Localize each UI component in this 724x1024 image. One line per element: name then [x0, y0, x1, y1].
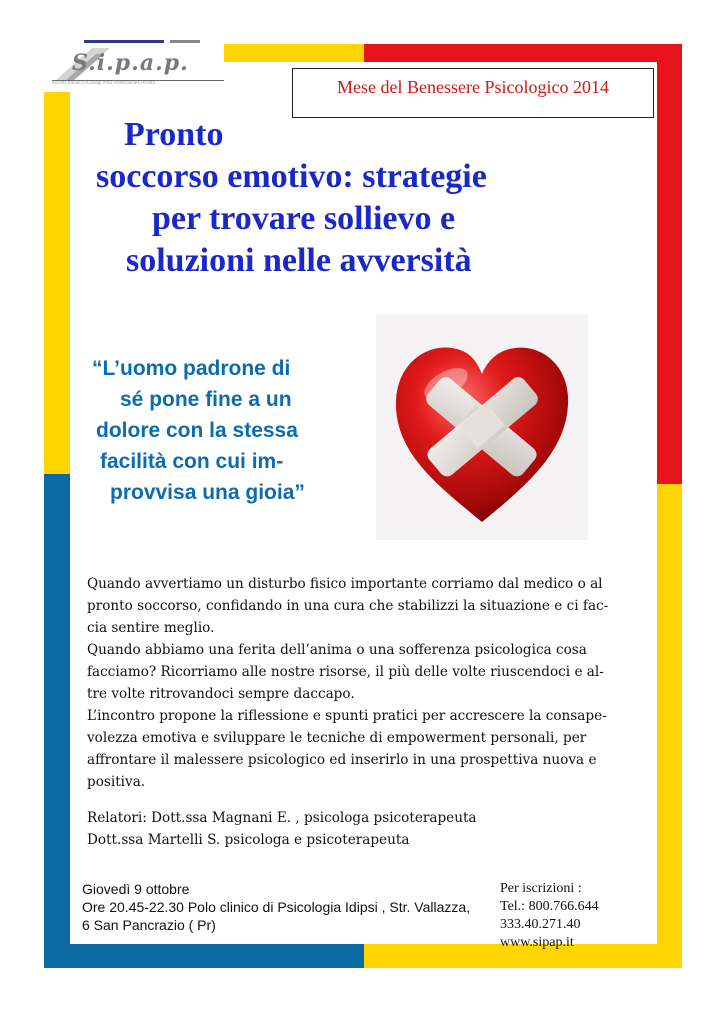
body-line: Quando avvertiamo un disturbo fisico importante corriamo dal medico o al: [87, 576, 603, 592]
top-red-bar: [364, 44, 682, 62]
left-yellow-bar: [44, 92, 70, 474]
quote-line: provvisa una gioia”: [110, 481, 305, 504]
website-link[interactable]: www.sipap.it: [500, 935, 574, 950]
right-yellow-bar: [657, 484, 682, 968]
logo-text: S.i.p.a.p.: [72, 50, 189, 76]
body-line: pronto soccorso, confidando in una cura che stabilizzi la situazione e ci fac-: [87, 598, 609, 614]
top-yellow-bar: [224, 44, 364, 62]
title-line: soccorso emotivo: strategie: [96, 158, 487, 195]
body-line: L’incontro propone la riflessione e spunti pratici per accrescere la consape-: [87, 708, 607, 724]
speaker-line: Dott.ssa Martelli S. psicologa e psicoterapeuta: [87, 832, 410, 848]
quote-line: facilità con cui im-: [100, 450, 284, 473]
mobile-number: 333.40.271.40: [500, 917, 581, 932]
bottom-blue-bar: [44, 944, 364, 968]
body-line: volezza emotiva e sviluppare le tecniche di empowerment personali, per: [87, 730, 587, 746]
event-time-location: Ore 20.45-22.30 Polo clinico di Psicologia Idipsi , Str. Vallazza,: [82, 899, 471, 915]
body-line: cia sentire meglio.: [87, 620, 215, 636]
event-box: [292, 68, 654, 118]
event-date: Giovedì 9 ottobre: [82, 881, 190, 897]
event-address: 6 San Pancrazio ( Pr): [82, 917, 216, 933]
body-line: affrontare il malessere psicologico ed inserirlo in una prospettiva nuova e: [87, 752, 597, 768]
body-line: Quando abbiamo una ferita dell’anima o una sofferenza psicologica cosa: [87, 642, 587, 658]
speaker-line: Relatori: Dott.ssa Magnani E. , psicologa psicoterapeuta: [87, 810, 477, 826]
registration-label: Per iscrizioni :: [500, 881, 582, 896]
event-title: Mese del Benessere Psicologico 2014: [337, 77, 609, 97]
quote-line: dolore con la stessa: [96, 419, 298, 442]
phone-number: Tel.: 800.766.644: [500, 899, 599, 914]
right-red-bar: [657, 44, 682, 484]
body-line: facciamo? Ricorriamo alle nostre risorse, il più delle volte riuscendoci e al-: [87, 664, 604, 680]
bandaged-heart-image: [376, 314, 588, 540]
body-line: tre volte ritrovandoci sempre daccapo.: [87, 686, 355, 702]
quote-line: “L’uomo padrone di: [92, 357, 291, 380]
title-line: per trovare sollievo e: [152, 200, 456, 237]
title-line: soluzioni nelle avversità: [126, 242, 472, 279]
title-line: Pronto: [124, 116, 224, 153]
left-blue-bar: [44, 474, 70, 968]
logo-caption: Società Italiana Psicologi Area Professionale Privata: [52, 80, 156, 85]
body-line: positiva.: [87, 774, 146, 790]
quote-line: sé pone fine a un: [120, 388, 292, 411]
